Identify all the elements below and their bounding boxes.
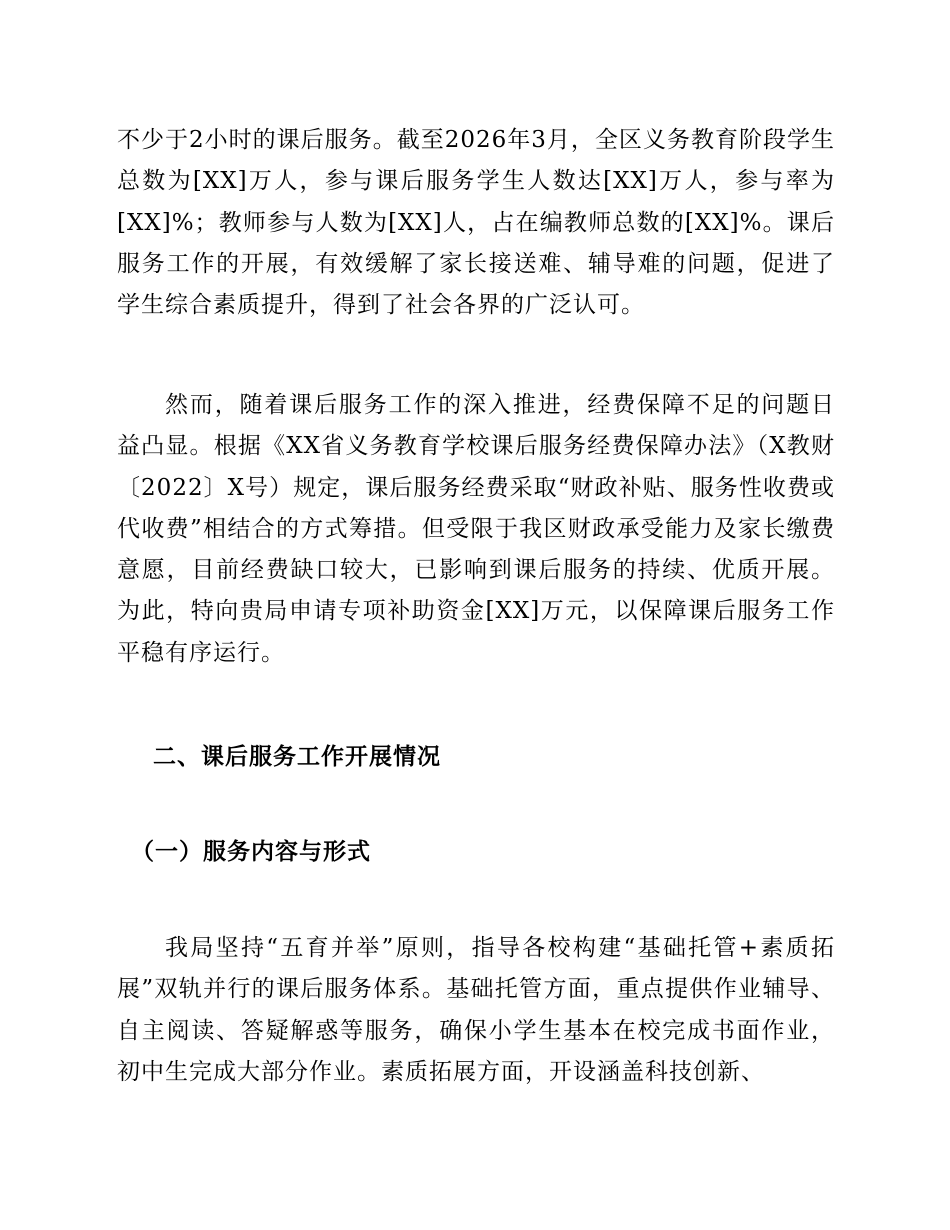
body-paragraph-continuation: 不少于2小时的课后服务。截至2026年3月，全区义务教育阶段学生总数为[XX]万人，参与课后服务学生人数达[XX]万人，参与率为[XX]%；教师参与人数为[XX]人，占在编教师总数的[XX]%。课后服务工作的开展，有效缓解了家长接送难、辅导难的问题，促进了学生综合素质提升，得到了社会各界的广泛认可。 <box>117 127 835 319</box>
section-heading: 二、课后服务工作开展情况 <box>153 743 441 770</box>
subsection-heading: （一）服务内容与形式 <box>131 838 371 865</box>
body-paragraph-service-content: 我局坚持“五育并举”原则，指导各校构建“基础托管+素质拓展”双轨并行的课后服务体系。基础托管方面，重点提供作业辅导、自主阅读、答疑解惑等服务，确保小学生基本在校完成书面作业，初中生完成大部分作业。素质拓展方面，开设涵盖科技创新、 <box>117 935 835 1085</box>
body-paragraph-funding-gap: 然而，随着课后服务工作的深入推进，经费保障不足的问题日益凸显。根据《XX省义务教育学校课后服务经费保障办法》（X教财〔2022〕X号）规定，课后服务经费采取“财政补贴、服务性收费或代收费”相结合的方式筹措。但受限于我区财政承受能力及家长缴费意愿，目前经费缺口较大，已影响到课后服务的持续、优质开展。为此，特向贵局申请专项补助资金[XX]万元，以保障课后服务工作平稳有序运行。 <box>117 392 835 666</box>
